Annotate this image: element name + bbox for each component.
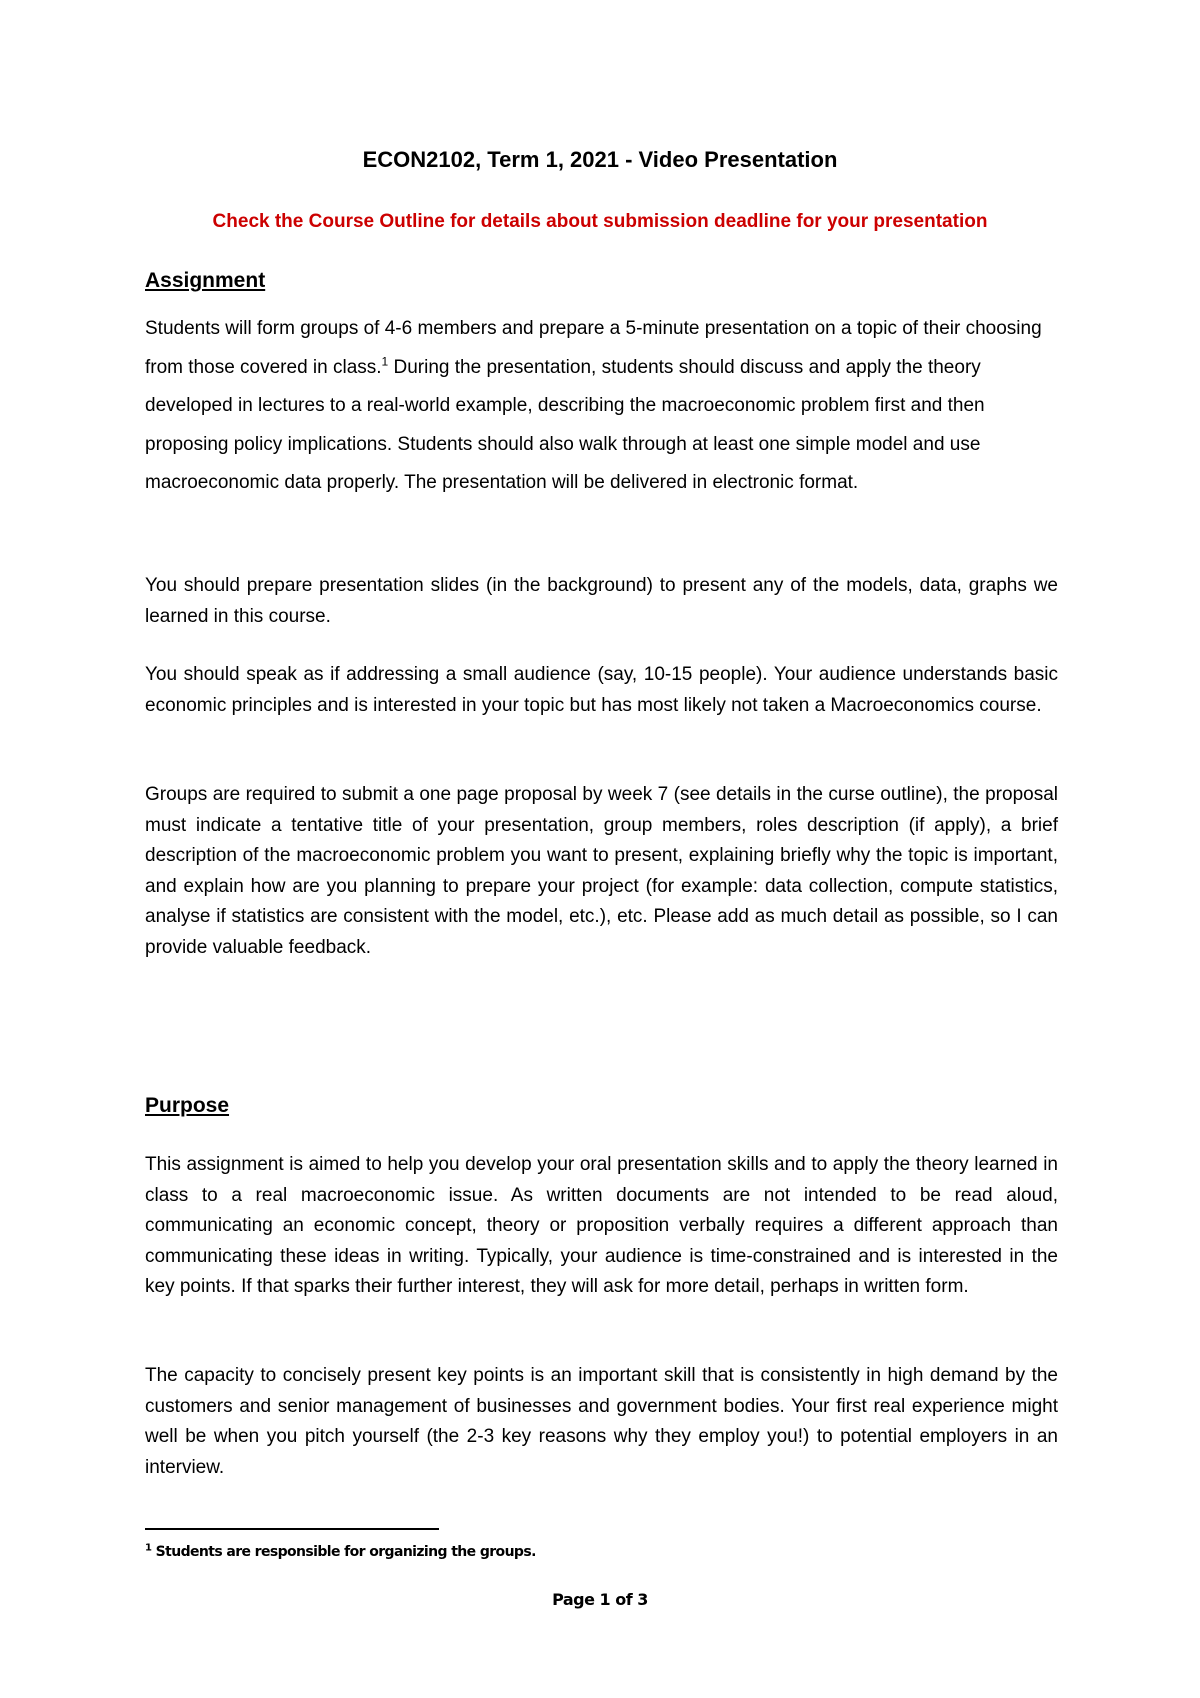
purpose-paragraph-1: This assignment is aimed to help you develop your oral presentation skills and to apply the theory learned in class to a real macroeconomic issue. As written documents are not intended to be read aloud, communicating an economic concept, theory or proposition verbally requires a different approach than communicating these ideas in writing. Typically, your audience is time-constrained and is interested in the key points. If that sparks their further interest, they will ask for more detail, perhaps in written form. bbox=[145, 1154, 1058, 1297]
assignment-paragraph-2: You should prepare presentation slides (in the background) to present any of the models, data, graphs we learned in this course. bbox=[145, 575, 1058, 627]
page-number: Page 1 of 3 bbox=[552, 1590, 648, 1609]
assignment-paragraph-1-continued: During the presentation, students should discuss and apply the theory developed in lectures to a real-world example, describing the macroeconomic problem first and then proposing policy implications. Students should also walk through at least one simple model and use macroeconomic data properly. The presentation will be delivered in electronic format. bbox=[145, 356, 985, 493]
deadline-notice: Check the Course Outline for details about submission deadline for your presentation bbox=[212, 211, 988, 232]
assignment-heading: Assignment bbox=[145, 269, 266, 292]
assignment-paragraph-1 bbox=[145, 310, 1058, 503]
footnote-divider bbox=[145, 1528, 439, 1530]
footnote-number: 1 bbox=[145, 1542, 152, 1554]
purpose-heading: Purpose bbox=[145, 1094, 230, 1117]
footnote-text: Students are responsible for organizing the groups. bbox=[151, 1544, 536, 1560]
assignment-paragraph-3: You should speak as if addressing a small audience (say, 10-15 people). Your audience understands basic economic principles and is interested in your topic but has most likely not taken a Macroeconomics course. bbox=[145, 664, 1058, 716]
purpose-paragraph-2: The capacity to concisely present key points is an important skill that is consistently in high demand by the customers and senior management of businesses and government bodies. Your first real experience might well be when you pitch yourself (the 2-3 key reasons why they employ you!) to potential employers in an interview. bbox=[145, 1365, 1058, 1478]
footnote-reference: 1 bbox=[381, 354, 389, 369]
footnote bbox=[145, 1542, 536, 1562]
document-title: ECON2102, Term 1, 2021 - Video Presentation bbox=[362, 147, 838, 172]
assignment-paragraph-1-text: Students will form groups of 4-6 members and prepare a 5-minute presentation on a topic of their choosing from those covered in class. bbox=[145, 318, 1042, 378]
assignment-paragraph-4: Groups are required to submit a one page proposal by week 7 (see details in the curse outline), the proposal must indicate a tentative title of your presentation, group members, roles description (if apply), a brief description of the macroeconomic problem you want to present, explaining briefly why the topic is important, and explain how are you planning to prepare your project (for example: data collection, compute statistics, analyse if statistics are consistent with the model, etc.), etc. Please add as much detail as possible, so I can provide valuable feedback. bbox=[145, 784, 1058, 958]
